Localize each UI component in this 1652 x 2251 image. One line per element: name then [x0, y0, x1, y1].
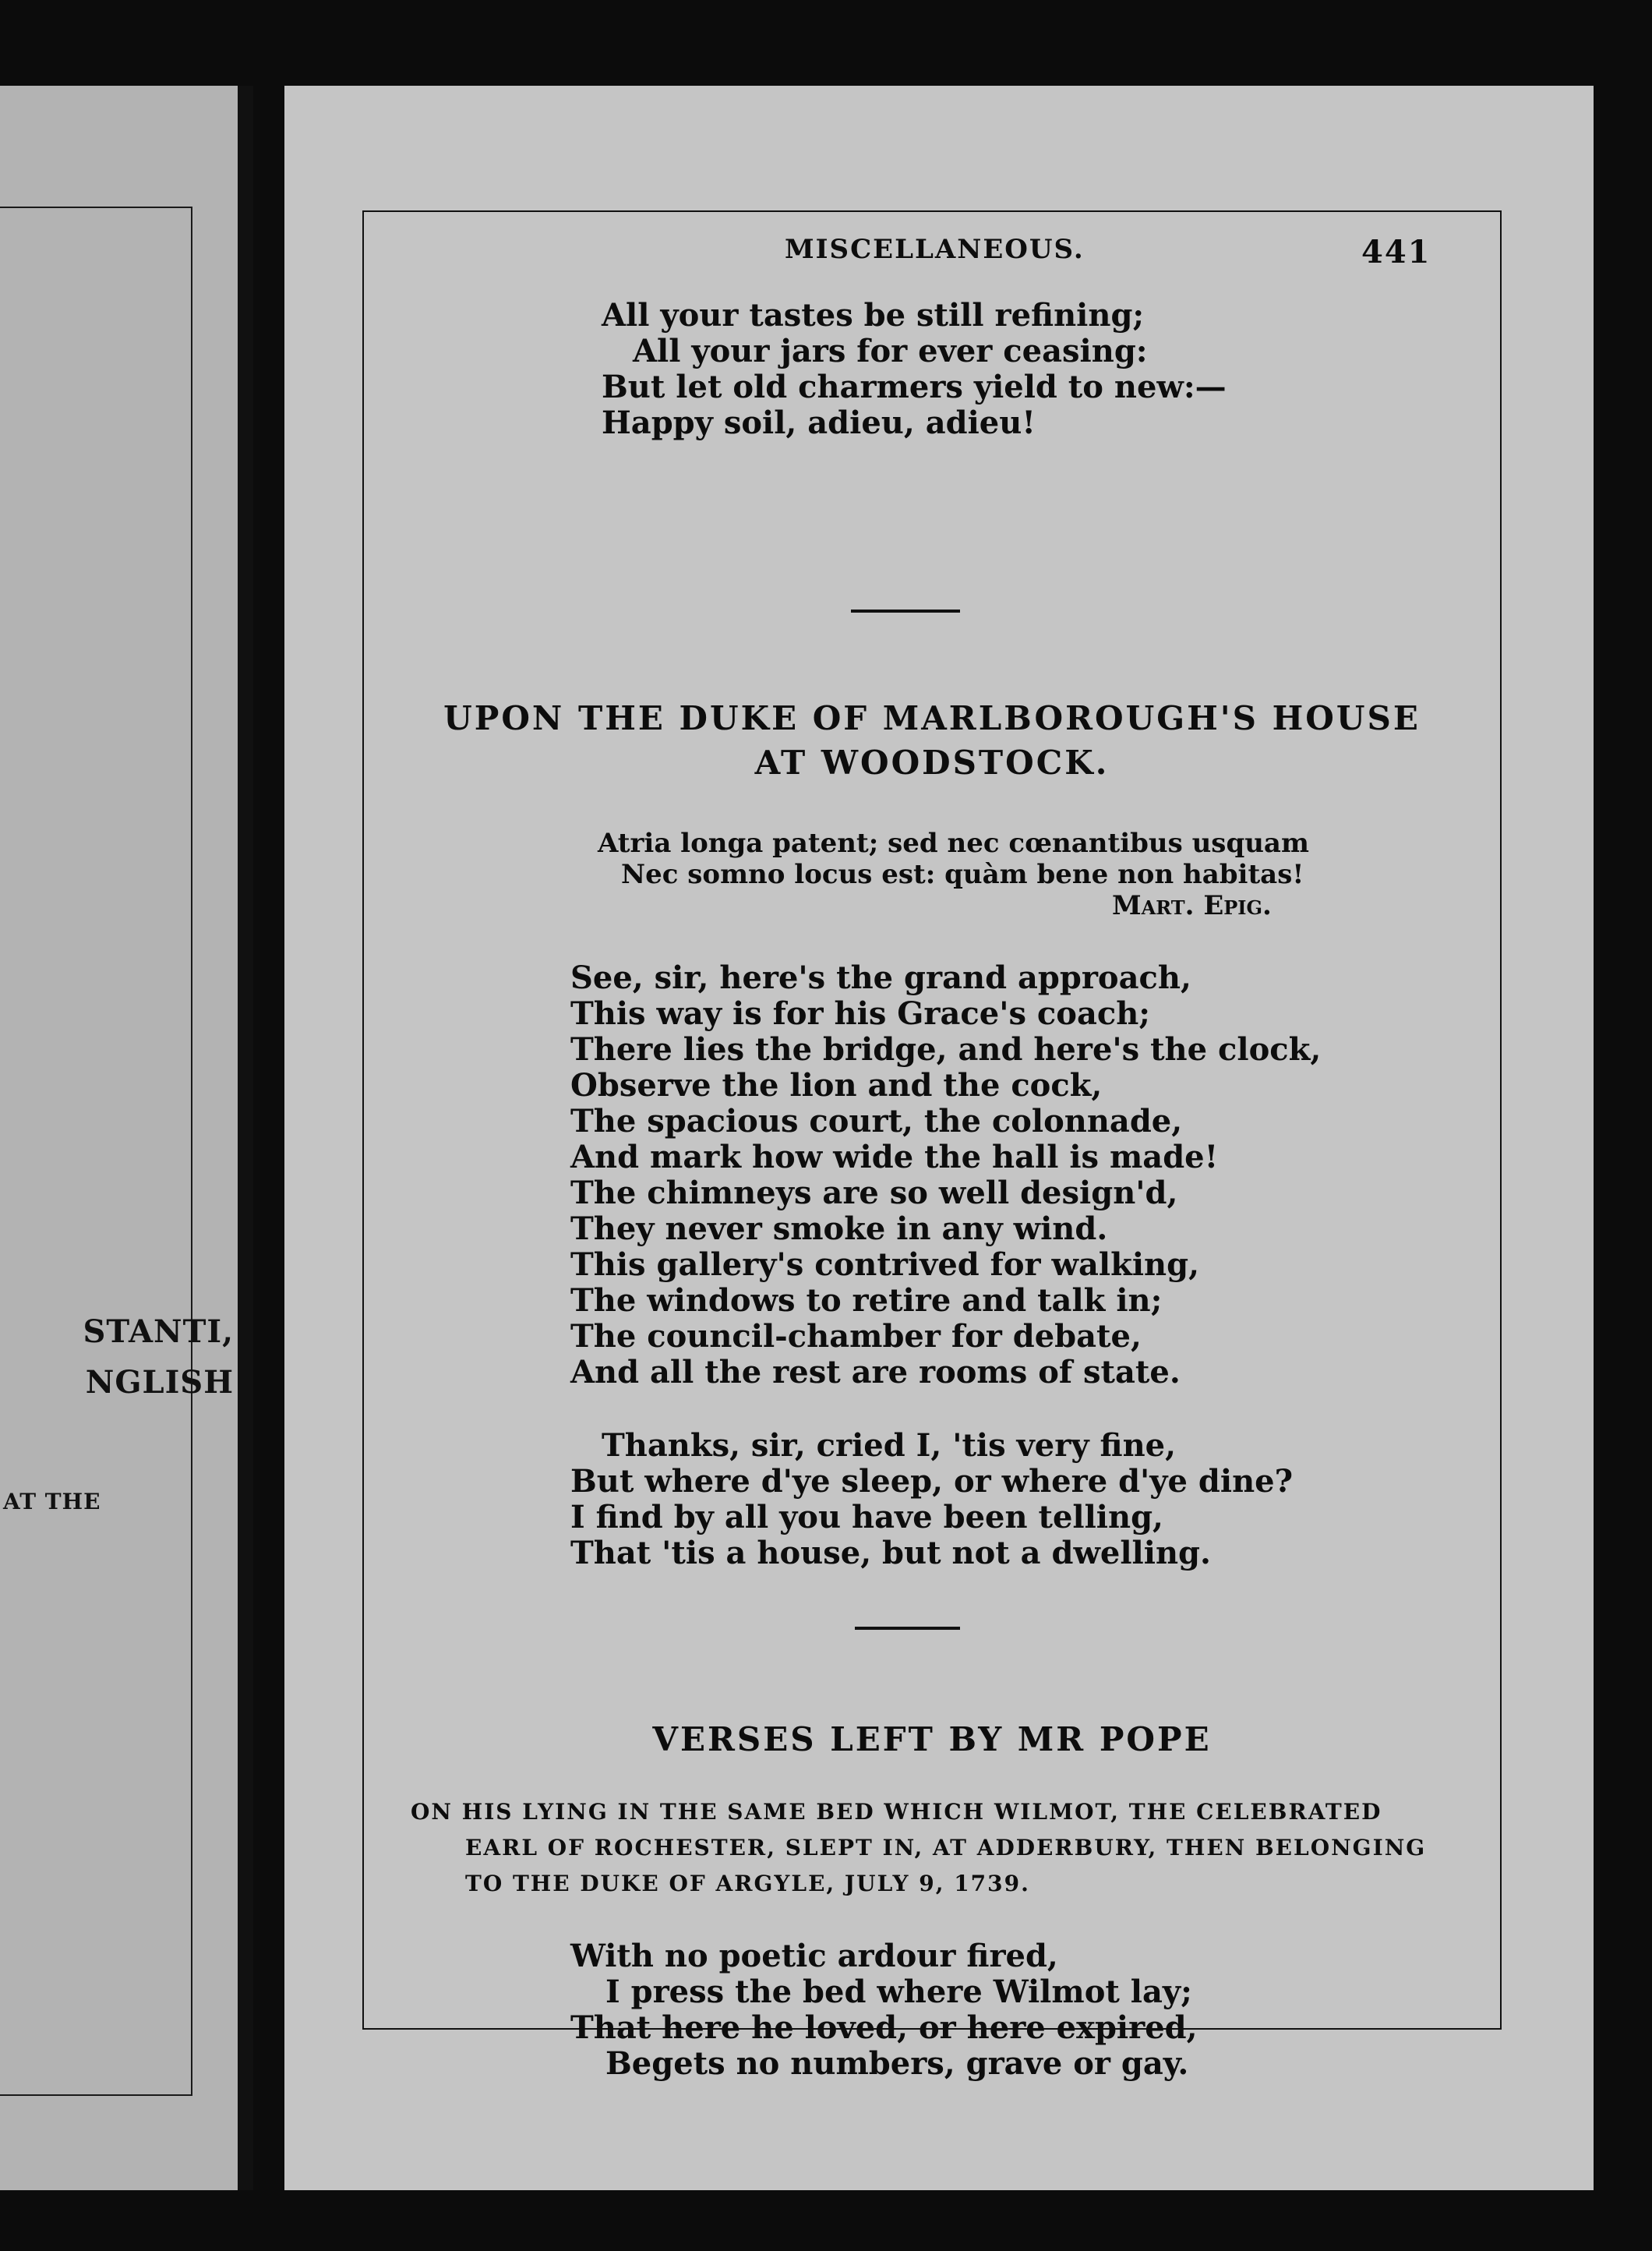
page-frame — [362, 210, 1502, 2082]
left-page-text-line: NGLISH — [85, 1364, 234, 1401]
page-number: 441 — [1361, 234, 1431, 270]
left-page-text-line: AT THE — [3, 1489, 101, 1514]
verse-line: This gallery's contrived for walking, — [570, 1246, 1199, 1283]
verse-line: And all the rest are rooms of state. — [570, 1354, 1181, 1391]
verse-line: And mark how wide the hall is made! — [570, 1139, 1219, 1175]
verse-line: The spacious court, the colonnade, — [570, 1103, 1183, 1140]
verse-line: They never smoke in any wind. — [570, 1210, 1108, 1247]
verse-line: Happy soil, adieu, adieu! — [602, 405, 1036, 441]
poem3-stanza — [570, 1938, 1198, 2082]
running-title: MISCELLANEOUS. — [785, 234, 1085, 265]
verse-line: The council-chamber for debate, — [570, 1318, 1142, 1355]
verse-line: I press the bed where Wilmot lay; — [605, 1974, 1192, 2010]
poem2-title: UPON THE DUKE OF MARLBOROUGH'S HOUSE — [443, 699, 1421, 737]
poem3-title: VERSES LEFT BY MR POPE — [652, 1720, 1212, 1758]
verse-line: That here he loved, or here expired, — [570, 2009, 1198, 2046]
epigraph-line: Atria longa patent; sed nec cœnantibus usquam — [598, 828, 1309, 859]
verse-line: The chimneys are so well design'd, — [570, 1175, 1178, 1211]
poem3-subtitle — [411, 1794, 1426, 1902]
left-page-text-line: STANTI, — [83, 1313, 234, 1350]
left-page-frame — [0, 207, 192, 2096]
poem1-ending — [602, 298, 1227, 441]
verse-line: That 'tis a house, but not a dwelling. — [570, 1535, 1211, 1571]
verse-line: There lies the bridge, and here's the clock, — [570, 1031, 1322, 1068]
verse-line: Thanks, sir, cried I, 'tis very fine, — [602, 1427, 1177, 1464]
left-page — [0, 86, 238, 2190]
poem2-stanza1 — [570, 960, 1321, 1391]
section-divider — [851, 610, 960, 613]
subtitle-line: EARL OF ROCHESTER, SLEPT IN, AT ADDERBURY, THEN BELONGING — [465, 1835, 1427, 1861]
subtitle-line: TO THE DUKE OF ARGYLE, JULY 9, 1739. — [465, 1871, 1030, 1896]
subtitle-line: ON HIS LYING IN THE SAME BED WHICH WILMOT, THE CELEBRATED — [411, 1799, 1382, 1825]
epigraph — [598, 828, 1309, 890]
right-page — [284, 86, 1594, 2190]
verse-line: The windows to retire and talk in; — [570, 1282, 1163, 1319]
verse-line: This way is for his Grace's coach; — [570, 995, 1151, 1032]
epigraph-line: Nec somno locus est: quàm bene non habitas! — [621, 859, 1304, 890]
verse-line: All your jars for ever ceasing: — [633, 333, 1148, 369]
poem2-stanza2 — [570, 1428, 1293, 1571]
verse-line: Begets no numbers, grave or gay. — [605, 2045, 1189, 2082]
verse-line: All your tastes be still refining; — [602, 297, 1145, 334]
poem2-title-line2: AT WOODSTOCK. — [754, 744, 1110, 782]
epigraph-source: Mart. Epig. — [1112, 890, 1272, 921]
verse-line: See, sir, here's the grand approach, — [570, 959, 1191, 996]
verse-line: But where d'ye sleep, or where d'ye dine? — [570, 1463, 1294, 1500]
verse-line: Observe the lion and the cock, — [570, 1067, 1103, 1104]
section-divider — [855, 1627, 960, 1630]
verse-line: With no poetic ardour fired, — [570, 1938, 1058, 1974]
book-spine — [238, 86, 253, 2190]
verse-line: I find by all you have been telling, — [570, 1499, 1163, 1535]
verse-line: But let old charmers yield to new:— — [602, 369, 1227, 405]
